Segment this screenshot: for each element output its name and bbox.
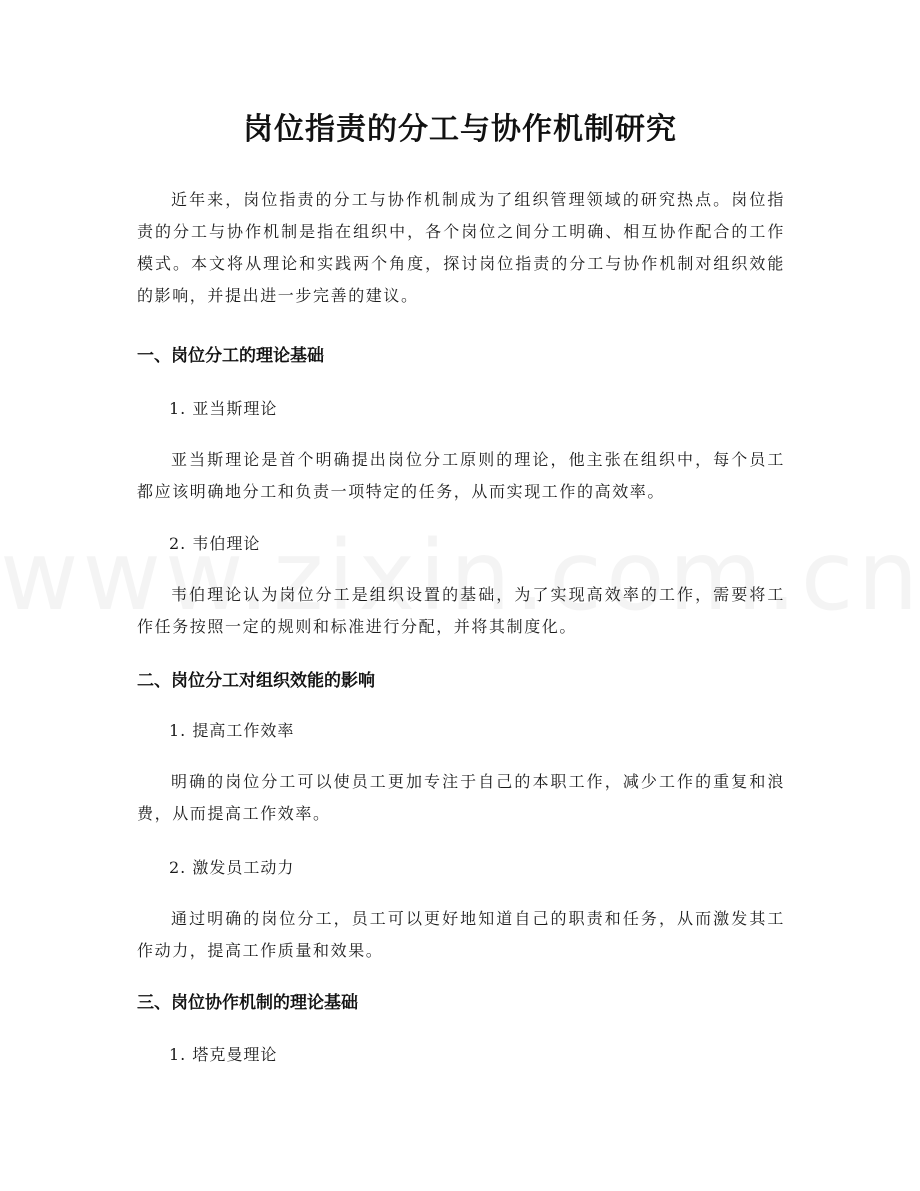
subheading-1-2: 2. 韦伯理论 (169, 534, 261, 553)
intro-paragraph: 近年来，岗位指责的分工与协作机制成为了组织管理领域的研究热点。岗位指责的分工与协作机制是指在组织中，各个岗位之间分工明确、相互协作配合的工作模式。本文将从理论和实践两个角度，探讨岗位指责的分工与协作机制对组织效能的影响，并提出进一步完善的建议。 (137, 190, 785, 305)
subheading-3-1: 1. 塔克曼理论 (169, 1045, 278, 1064)
paragraph-1-1: 亚当斯理论是首个明确提出岗位分工原则的理论，他主张在组织中，每个员工都应该明确地分工和负责一项特定的任务，从而实现工作的高效率。 (137, 450, 785, 501)
section-heading-1: 一、岗位分工的理论基础 (137, 346, 324, 366)
subheading-1-1: 1. 亚当斯理论 (169, 399, 278, 418)
section-heading-3: 三、岗位协作机制的理论基础 (137, 993, 358, 1013)
subheading-2-2: 2. 激发员工动力 (169, 858, 295, 877)
subheading-2-1: 1. 提高工作效率 (169, 721, 295, 740)
page-title: 岗位指责的分工与协作机制研究 (243, 112, 677, 147)
paragraph-2-1: 明确的岗位分工可以使员工更加专注于自己的本职工作，减少工作的重复和浪费，从而提高工作效率。 (137, 772, 785, 823)
paragraph-2-2: 通过明确的岗位分工，员工可以更好地知道自己的职责和任务，从而激发其工作动力，提高工作质量和效果。 (137, 909, 785, 960)
paragraph-1-2: 韦伯理论认为岗位分工是组织设置的基础，为了实现高效率的工作，需要将工作任务按照一定的规则和标准进行分配，并将其制度化。 (137, 585, 785, 636)
section-heading-2: 二、岗位分工对组织效能的影响 (137, 671, 375, 691)
